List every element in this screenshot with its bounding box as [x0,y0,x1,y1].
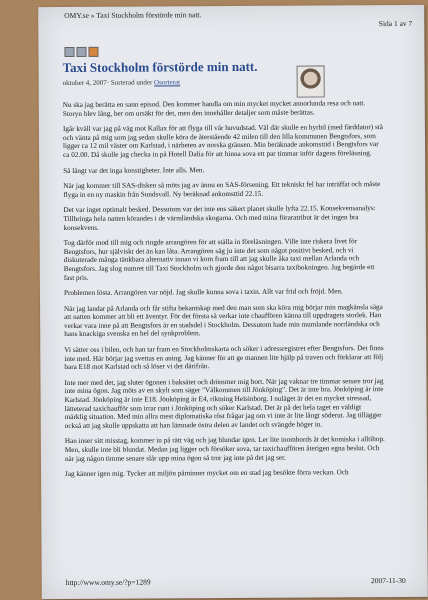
paragraph: Vi sätter oss i bilen, och han tar fram en Stockholmskarta och söker i adressregistret efter Bengtsfors. Det finns inte med. Här börjar jag svettas en aning. Jag känner för att ge mannen lite hjälp på traven och förklarar att följ bara E18 mot Karlstad och så löser vi det därifrån. [64,344,384,372]
paragraph: Han inser sitt misstag, kommer in på rätt väg och jag blundar igen. Ler lite inombords åt det komiska i alltihop. Men, skulle inte bli blundat. Medan jag ligger och försöker sova, tar taxichauffören återigen egna beslut. Och när jag någon timme senare slår upp mina ögon så tror jag inte på det jag ser. [64,435,385,463]
share-icon [64,47,74,57]
bookmark-icon [76,47,86,57]
share-icons [64,47,98,57]
paragraph: Jag känner igen mig. Tycker att miljön påminner mycket om en stad jag besökte förra veckan. Och [65,468,349,479]
paragraph: När jag kommer till SAS-disken så möts jag av ännu en SAS-försening. Ett tekniskt fel har inträffat och måste flyga in en ny maskin från Sundsvall. Ny beräknad ankomsttid 22.15. [63,180,381,199]
author-photo [297,65,325,97]
paragraph: Så långt var det inga konstigheter. Inte alls. Men. [63,165,205,175]
paragraph: När jag landar på Arlanda och får stifta bekantskap med den man som ska köra mig börjar min magkänsla säga att natten kommer att bli ett äventyr. För det första så verkar inte chauffören känna till uppdragets storlek. Han verkar vara inne på att Bengtsfors är en stadsdel i Stockholm. Dessutom hade min mumlande norrländska och hans knackiga svenska en hel del synkproblem. [64,302,383,339]
paragraph: Igår kväll var jag på väg mot Kallax för att flyga till vår huvudstad. Väl där skulle en hyrbil (med färddator) stå och vänta på mig som jag sedan skulle köra de återstående 42 milen till den lilla kommunen Bengtsfors, som ligger ca 12 mil väster om Karlstad, i närheten av norska gränsen. Min beräknade ankomsttid i Bengtsfors var ca 02.00. Då skulle jag checka in på Hotell Dalia för att hinna sova ett par timmar inför dagens föreläsning. [62,123,383,160]
rss-icon [88,47,98,57]
print-date: 2007-11-30 [370,575,406,586]
article-title: Taxi Stockholm förstörde min natt. [62,58,258,76]
print-footer [66,576,406,587]
article-date: oktober 4, 2007· Sorterad under [62,78,155,88]
paragraph: Problemen lösta. Arrangören var nöjd. Jag skulle kunna sova i taxin. Allt var frid och fröjd. Men. [63,287,343,298]
category-link: Osorterat [154,78,181,87]
paragraph: Inte mer med det, jag sluter ögonen i baksätet och drömmer mig bort. När jag vaknar tre timmar senare tror jag inte mina ögon. Jag möts av en skylt som säger "Välkommen till Jönköping". Det är inte bra. Jönköping är inte Karlstad. Jönköping är inte E18. Jönköping är E4, riktning Helsinborg. I nuläget är det en mycket stressad, lätteterad taxichaufför som irrar runt i Jönköping och söker Karlstad. Det är på det hela taget en väldigt märklig situation. Med min allra mest diplomatiska röst frågar jag om vi inte är lite långt söderut. Jag tillägger också att jag skulle uppskatta att han lämnade östra delen av landet och svängde höger in. [64,376,384,430]
printed-page [38,5,428,599]
paragraph: Nu ska jag berätta en sann episod. Den kommer handla om min mycket mycket annorlunda resa och natt. Storyn blev lång, ber om ursäkt för det, men den innehåller detaljer som måste berättas. [62,99,366,118]
print-header [64,9,413,29]
site-title: OMY.se » Taxi Stockholm förstörde min natt. [64,10,202,21]
article-body [63,99,385,486]
article-meta [63,78,180,87]
paragraph: Det var inget optimalt besked. Dessutom var det inte ens säkert planet skulle lyfta 22.15. Konsekvensanalys: Tillbringa hela natten körandes i de värmländska skogarna. Och med mina föraratribut är det ingen bra konsekvens. [63,204,376,232]
paragraph: Tog därför mod till mig och ringde arrangören för att ställa in föreläsningen. Ville inte riskera livet för Bengtsfors, hur själviskt det än kan låta. Arrangören såg ju inte det som något positivt besked, och vi diskuterade många tänkbara alternativ innan vi kom fram till att jag skulle åka taxi mellan Arlanda och Bengtsfors. Jag slog numret till Taxi Stockholm och gjorde den något bisarra taxibokningen. Jag begärde ett fast pris. [63,237,375,282]
page-url: http://www.omy.se/?p=1289 [65,577,151,588]
page-count: Sida 1 av 7 [378,18,413,29]
